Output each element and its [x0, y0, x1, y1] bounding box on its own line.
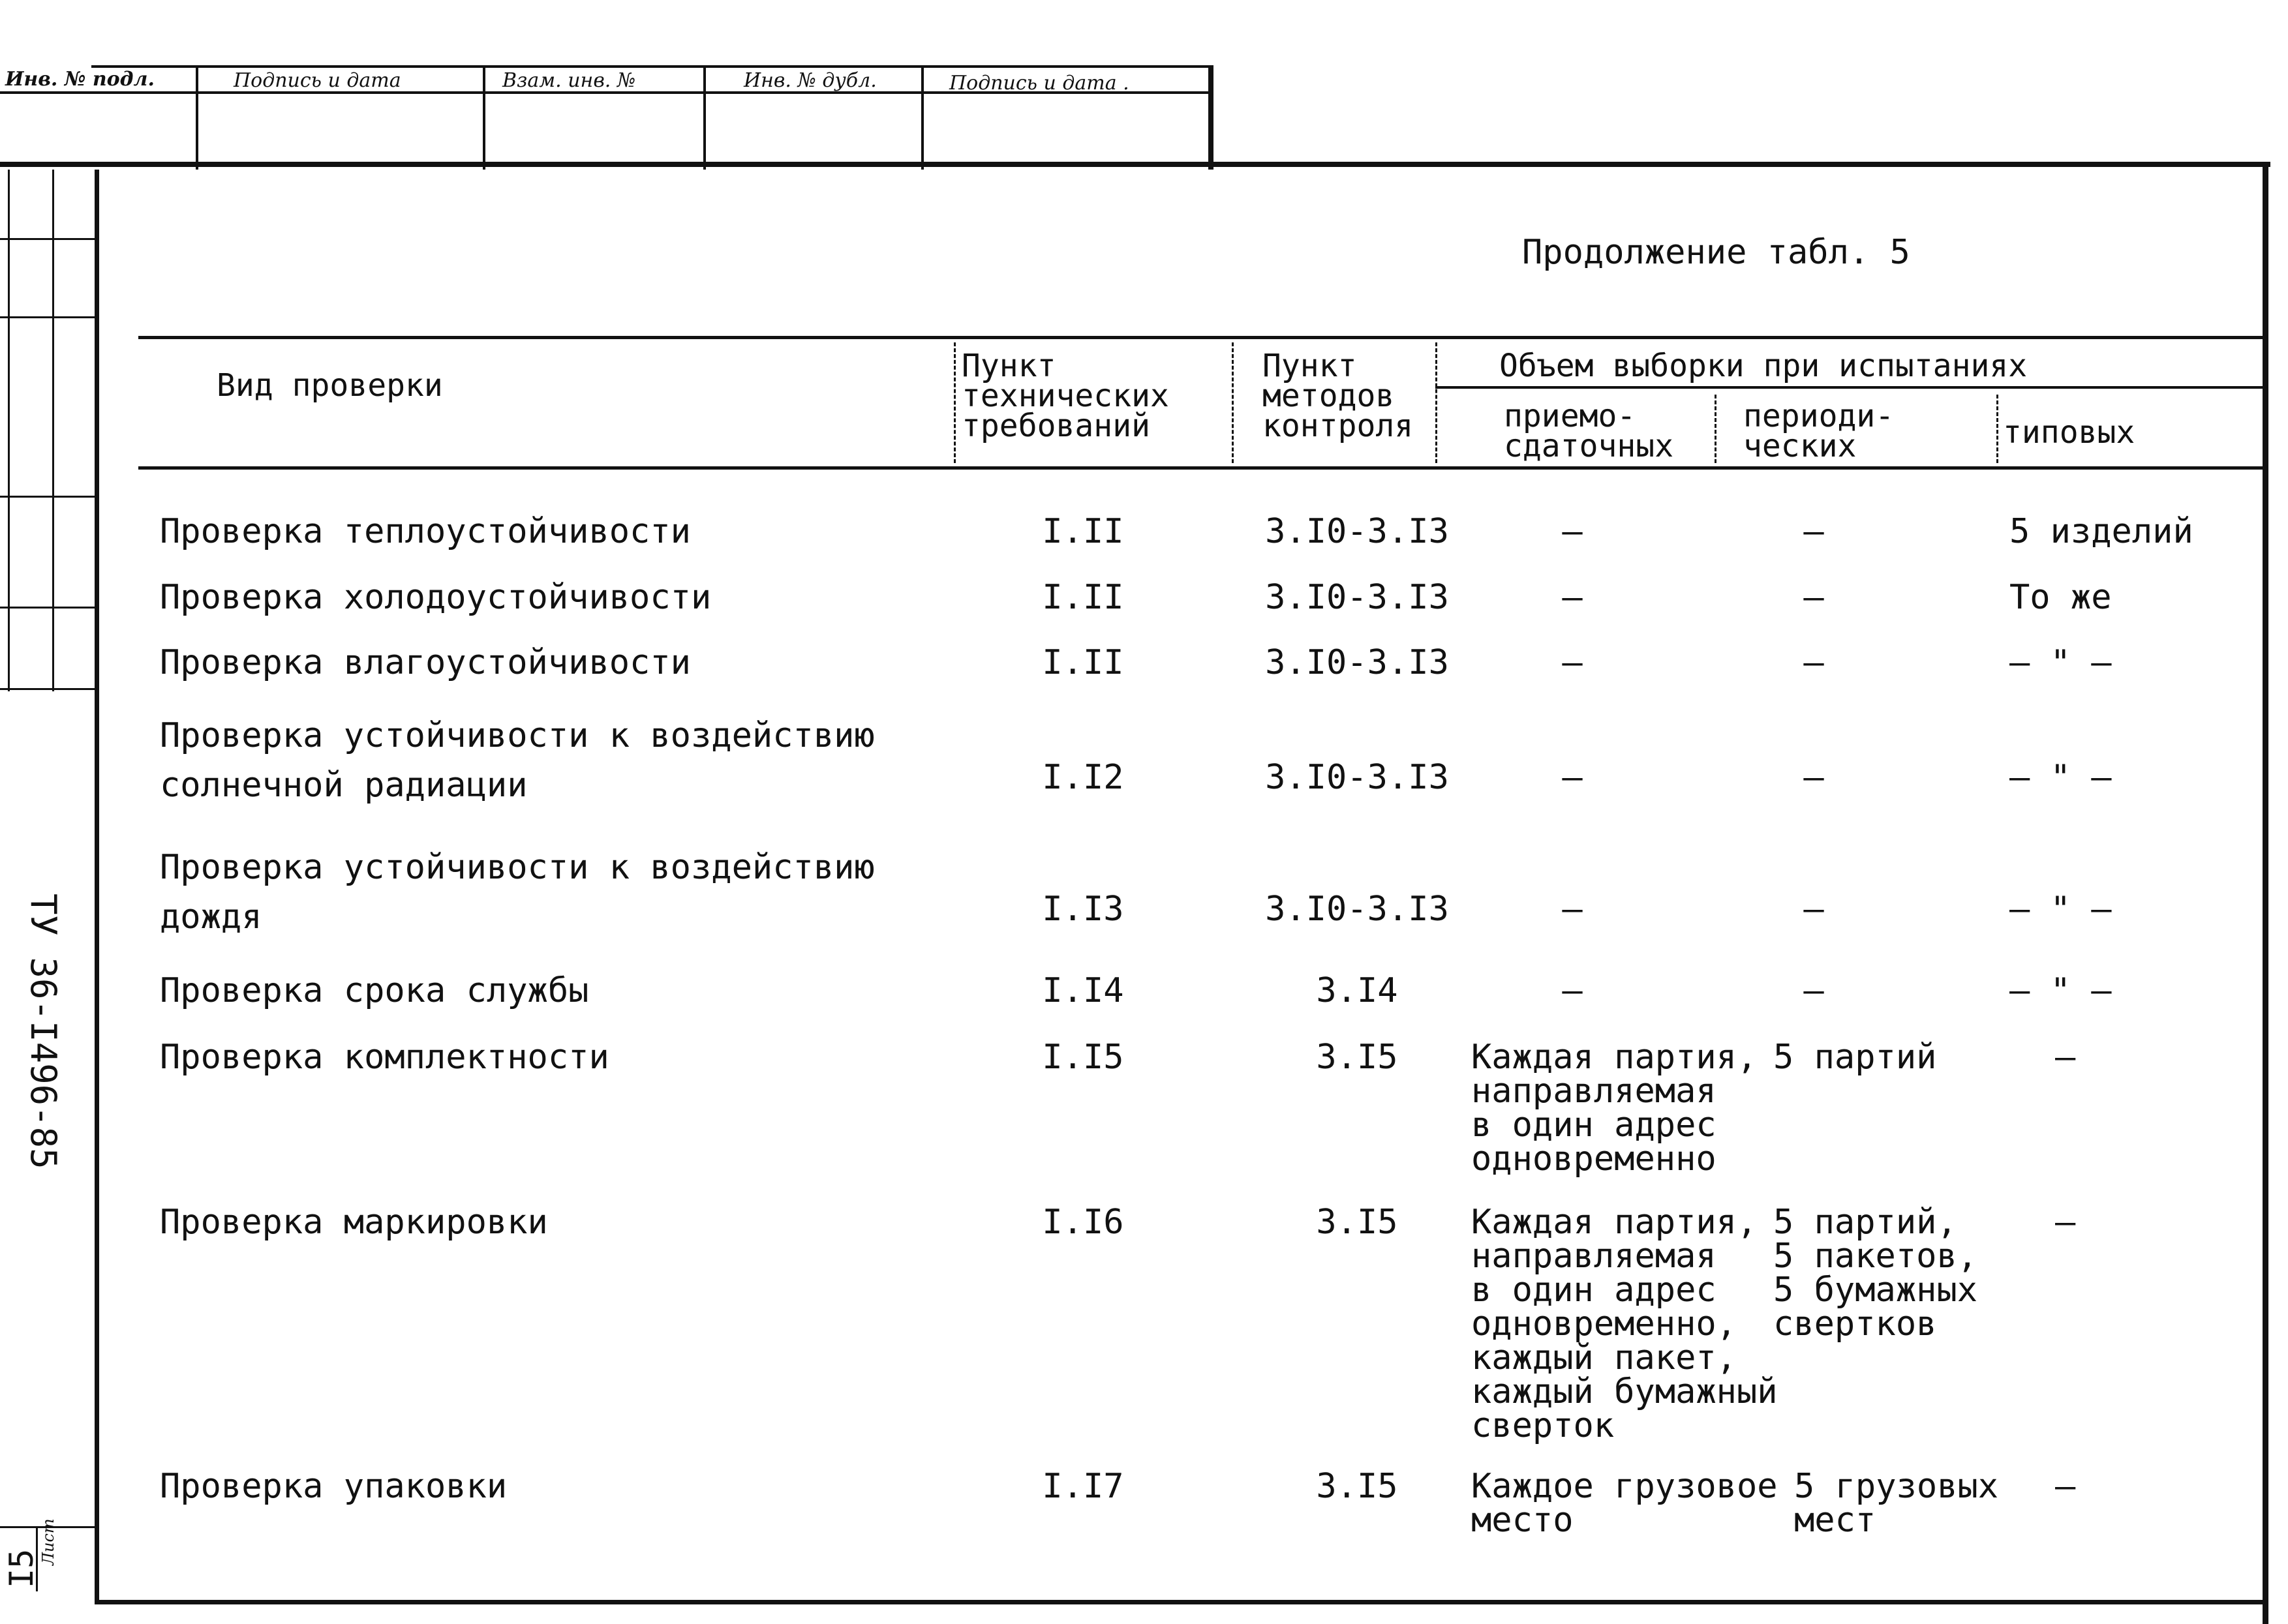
row-periodic: –	[1803, 971, 1824, 1010]
row-check-name: Проверка теплоустойчивости	[160, 512, 691, 551]
row-method: 3.I0-3.I3	[1265, 512, 1449, 551]
row-periodic: –	[1803, 512, 1824, 551]
row-periodic: 5 грузовых мест	[1794, 1467, 1999, 1540]
stamp-field-replaced-inv: Взам. инв. №	[502, 69, 636, 92]
row-typical: –	[2055, 1203, 2076, 1242]
row-acceptance: Каждая партия, направляемая в один адрес одновременно	[1471, 1038, 1758, 1179]
row-check-name: Проверка устойчивости к воздействию дождя	[160, 848, 875, 937]
row-typical: –	[2055, 1467, 2076, 1506]
row-tech-req: I.II	[1042, 512, 1124, 551]
row-tech-req: I.II	[1042, 643, 1124, 682]
row-periodic: –	[1803, 643, 1824, 682]
col-header-methods: Пункт методов контроля	[1262, 348, 1414, 444]
row-typical: – " –	[2009, 971, 2112, 1010]
row-method: 3.I0-3.I3	[1265, 643, 1449, 682]
col-header-periodic: периоди- ческих	[1743, 398, 1895, 464]
row-typical: – " –	[2009, 890, 2112, 929]
row-check-name: Проверка маркировки	[160, 1203, 548, 1242]
row-method: 3.I0-3.I3	[1265, 758, 1449, 797]
col-header-typical: типовых	[2003, 414, 2135, 451]
row-acceptance: –	[1562, 758, 1583, 797]
col-header-sample-group: Объем выборки при испытаниях	[1499, 348, 2028, 384]
row-acceptance: –	[1562, 890, 1583, 929]
row-tech-req: I.I2	[1042, 758, 1124, 797]
row-acceptance: –	[1562, 643, 1583, 682]
row-tech-req: I.I5	[1042, 1038, 1124, 1077]
row-tech-req: I.I4	[1042, 971, 1124, 1010]
row-acceptance: –	[1562, 971, 1583, 1010]
col-header-tech-req: Пункт технических требований	[962, 348, 1169, 444]
row-method: 3.I5	[1316, 1467, 1398, 1506]
row-method: 3.I0-3.I3	[1265, 578, 1449, 617]
row-acceptance: –	[1562, 512, 1583, 551]
row-check-name: Проверка холодоустойчивости	[160, 578, 712, 617]
row-periodic: –	[1803, 758, 1824, 797]
stamp-field-signature-date: Подпись и дата	[234, 69, 401, 92]
row-tech-req: I.II	[1042, 578, 1124, 617]
sheet-label: Лист	[39, 1518, 57, 1565]
row-periodic: –	[1803, 578, 1824, 617]
row-periodic: –	[1803, 890, 1824, 929]
row-check-name: Проверка влагоустойчивости	[160, 643, 691, 682]
row-periodic: 5 партий, 5 пакетов, 5 бумажных свертков	[1773, 1203, 1978, 1344]
row-acceptance: Каждое грузовое место	[1471, 1467, 1778, 1540]
row-acceptance: –	[1562, 578, 1583, 617]
row-method: 3.I5	[1316, 1203, 1398, 1242]
row-check-name: Проверка срока службы	[160, 971, 589, 1010]
col-header-check-type: Вид проверки	[217, 367, 443, 404]
row-typical: 5 изделий	[2009, 512, 2193, 551]
row-method: 3.I5	[1316, 1038, 1398, 1077]
row-acceptance: Каждая партия, направляемая в один адрес одновременно, каждый пакет, каждый бумажный сверток	[1471, 1203, 1778, 1445]
row-tech-req: I.I7	[1042, 1467, 1124, 1506]
row-periodic: 5 партий	[1773, 1038, 1937, 1077]
stamp-field-inv-dup: Инв. № дубл.	[744, 69, 877, 92]
col-header-acceptance: приемо- сдаточных	[1504, 398, 1674, 464]
stamp-field-inv-orig: Инв. № подл.	[5, 68, 155, 91]
row-check-name: Проверка комплектности	[160, 1038, 609, 1077]
row-typical: То же	[2009, 578, 2112, 617]
row-typical: – " –	[2009, 643, 2112, 682]
stamp-field-signature-date-2: Подпись и дата .	[949, 72, 1129, 95]
row-typical: – " –	[2009, 758, 2112, 797]
row-typical: –	[2055, 1038, 2076, 1077]
row-method: 3.I4	[1316, 971, 1398, 1010]
row-check-name: Проверка упаковки	[160, 1467, 508, 1506]
sheet-number: I5	[3, 1548, 40, 1588]
table-caption: Продолжение табл. 5	[1522, 233, 1910, 272]
row-method: 3.I0-3.I3	[1265, 890, 1449, 929]
row-check-name: Проверка устойчивости к воздействию солнечной радиации	[160, 716, 875, 805]
row-tech-req: I.I3	[1042, 890, 1124, 929]
row-tech-req: I.I6	[1042, 1203, 1124, 1242]
document-code: ТУ 36-I496-85	[23, 894, 64, 1169]
